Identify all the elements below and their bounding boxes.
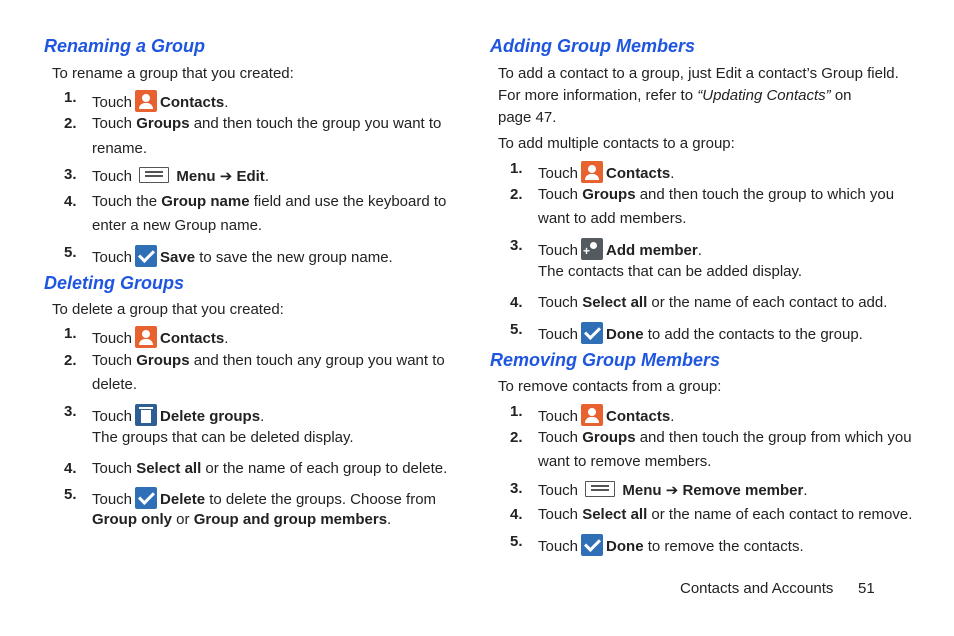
contacts-icon (135, 90, 157, 112)
step-text: Touch (538, 165, 579, 182)
renaming-step-1 (92, 90, 228, 112)
step-bold: Group name (161, 193, 250, 210)
step-text: Touch (92, 115, 133, 132)
step-number: 5. (510, 321, 523, 338)
removing-step-2-line2: want to remove members. (538, 453, 712, 470)
deleting-intro: To delete a group that you created: (52, 301, 284, 318)
step-text: and then touch the group to which you (639, 186, 895, 203)
step-number: 3. (64, 403, 77, 420)
step-text: . (670, 408, 675, 425)
removing-intro: To remove contacts from a group: (498, 378, 722, 395)
step-number: 5. (64, 486, 77, 503)
step-text: Touch (538, 538, 579, 555)
step-number: 2. (64, 115, 77, 132)
checkmark-icon (581, 322, 603, 344)
step-text: to save the new group name. (199, 249, 393, 266)
deleting-step-2-line2: delete. (92, 376, 138, 393)
step-text: to add the contacts to the group. (647, 326, 863, 343)
step-text: . (803, 482, 808, 499)
arrow-icon: ➔ (219, 168, 233, 185)
step-bold: Save (160, 249, 196, 266)
intro-text: For more information, refer to (498, 87, 694, 104)
step-bold: Done (606, 538, 644, 555)
step-bold: Done (606, 326, 644, 343)
heading-removing-group-members: Removing Group Members (490, 350, 721, 370)
step-text: Touch (92, 168, 133, 185)
removing-step-3 (538, 481, 808, 499)
adding-step-3-note: The contacts that can be added display. (538, 263, 803, 280)
step-text: . (670, 165, 675, 182)
step-text: Touch (538, 242, 579, 259)
step-bold: Groups (136, 352, 190, 369)
step-bold: Contacts (606, 165, 671, 182)
step-bold: Menu (176, 168, 216, 185)
step-text: Touch (92, 352, 133, 369)
heading-deleting-groups: Deleting Groups (44, 273, 185, 293)
step-text: or (176, 511, 190, 528)
cross-reference: “Updating Contacts” (697, 87, 831, 104)
step-bold: Groups (136, 115, 190, 132)
step-number: 3. (510, 237, 523, 254)
adding-step-5 (538, 322, 863, 344)
step-text: . (224, 94, 229, 111)
step-number: 5. (510, 533, 523, 550)
step-text: Touch (538, 326, 579, 343)
checkmark-icon (135, 487, 157, 509)
adding-intro-2 (498, 88, 852, 104)
step-bold: Add member (606, 242, 698, 259)
arrow-icon: ➔ (665, 482, 679, 499)
step-text: Touch (92, 249, 133, 266)
step-text: and then touch any group you want to (193, 352, 445, 369)
step-number: 2. (510, 429, 523, 446)
contacts-icon (581, 161, 603, 183)
checkmark-icon (581, 534, 603, 556)
step-bold: Remove member (682, 482, 804, 499)
step-text: Touch (92, 491, 133, 508)
step-number: 4. (510, 294, 523, 311)
step-bold: Select all (582, 294, 648, 311)
renaming-step-4 (92, 194, 446, 210)
removing-step-5 (538, 534, 804, 556)
step-bold: Select all (136, 460, 202, 477)
step-number: 3. (64, 166, 77, 183)
step-bold: Select all (582, 506, 648, 523)
step-number: 1. (510, 403, 523, 420)
step-text: to remove the contacts. (647, 538, 804, 555)
step-number: 4. (64, 460, 77, 477)
step-number: 4. (510, 506, 523, 523)
step-number: 2. (64, 352, 77, 369)
step-text: field and use the keyboard to (253, 193, 447, 210)
deleting-step-5-line2 (92, 512, 391, 528)
removing-step-4 (538, 507, 912, 523)
step-text: Touch (538, 186, 579, 203)
step-bold: Groups (582, 186, 636, 203)
step-text: and then touch the group you want to (193, 115, 442, 132)
trash-icon (135, 404, 157, 426)
adding-intro-4: To add multiple contacts to a group: (498, 135, 735, 152)
step-text: Touch (92, 94, 133, 111)
step-text: Touch (538, 429, 579, 446)
renaming-step-5 (92, 245, 393, 267)
renaming-step-2 (92, 116, 441, 132)
contacts-icon (581, 404, 603, 426)
step-bold: Edit (236, 168, 265, 185)
step-text: Touch (92, 460, 133, 477)
renaming-step-3 (92, 167, 269, 185)
renaming-step-2-line2: rename. (92, 140, 148, 157)
footer-section-name: Contacts and Accounts (680, 580, 834, 597)
step-text: Touch (538, 408, 579, 425)
adding-step-2-line2: want to add members. (538, 210, 687, 227)
step-bold: Contacts (606, 408, 671, 425)
step-text: Touch (92, 408, 133, 425)
step-text: . (224, 330, 229, 347)
step-text: Touch (538, 482, 579, 499)
step-number: 5. (64, 244, 77, 261)
step-number: 4. (64, 193, 77, 210)
removing-step-2 (538, 430, 912, 446)
step-number: 3. (510, 480, 523, 497)
step-text: . (264, 168, 269, 185)
contacts-icon (135, 326, 157, 348)
step-text: or the name of each group to delete. (205, 460, 448, 477)
step-bold: Contacts (160, 94, 225, 111)
step-bold: Group and group members (193, 511, 388, 528)
deleting-step-3-note: The groups that can be deleted display. (92, 429, 354, 446)
adding-step-1 (538, 161, 674, 183)
removing-step-1 (538, 404, 674, 426)
step-text: . (260, 408, 265, 425)
step-bold: Groups (582, 429, 636, 446)
step-text: . (697, 242, 702, 259)
footer-page-number: 51 (858, 580, 875, 597)
step-bold: Delete groups (160, 408, 261, 425)
step-text: or the name of each contact to add. (651, 294, 888, 311)
deleting-step-4 (92, 461, 447, 477)
heading-renaming-a-group: Renaming a Group (44, 36, 206, 56)
checkmark-icon (135, 245, 157, 267)
intro-text: on (834, 87, 852, 104)
step-text: Touch (92, 330, 133, 347)
add-member-icon (581, 238, 603, 260)
step-number: 1. (64, 325, 77, 342)
step-text: . (387, 511, 392, 528)
deleting-step-3 (92, 404, 264, 426)
deleting-step-5 (92, 487, 436, 509)
step-bold: Delete (160, 491, 206, 508)
adding-step-3 (538, 238, 702, 260)
step-text: and then touch the group from which you (639, 429, 912, 446)
step-text: to delete the groups. Choose from (209, 491, 437, 508)
menu-icon (139, 167, 169, 183)
heading-adding-group-members: Adding Group Members (490, 36, 696, 56)
step-number: 1. (510, 160, 523, 177)
step-number: 1. (64, 89, 77, 106)
step-text: Touch (538, 294, 579, 311)
adding-intro-3: page 47. (498, 109, 557, 126)
step-bold: Menu (622, 482, 662, 499)
step-text: Touch the (92, 193, 158, 210)
step-bold: Group only (92, 511, 172, 528)
step-bold: Contacts (160, 330, 225, 347)
renaming-step-4-line2: enter a new Group name. (92, 217, 263, 234)
adding-step-4 (538, 295, 887, 311)
adding-step-2 (538, 187, 894, 203)
step-text: Touch (538, 506, 579, 523)
menu-icon (585, 481, 615, 497)
adding-intro-1: To add a contact to a group, just Edit a contact’s Group field. (498, 65, 899, 82)
deleting-step-2 (92, 353, 445, 369)
deleting-step-1 (92, 326, 228, 348)
step-number: 2. (510, 186, 523, 203)
renaming-intro: To rename a group that you created: (52, 65, 294, 82)
step-text: or the name of each contact to remove. (651, 506, 913, 523)
